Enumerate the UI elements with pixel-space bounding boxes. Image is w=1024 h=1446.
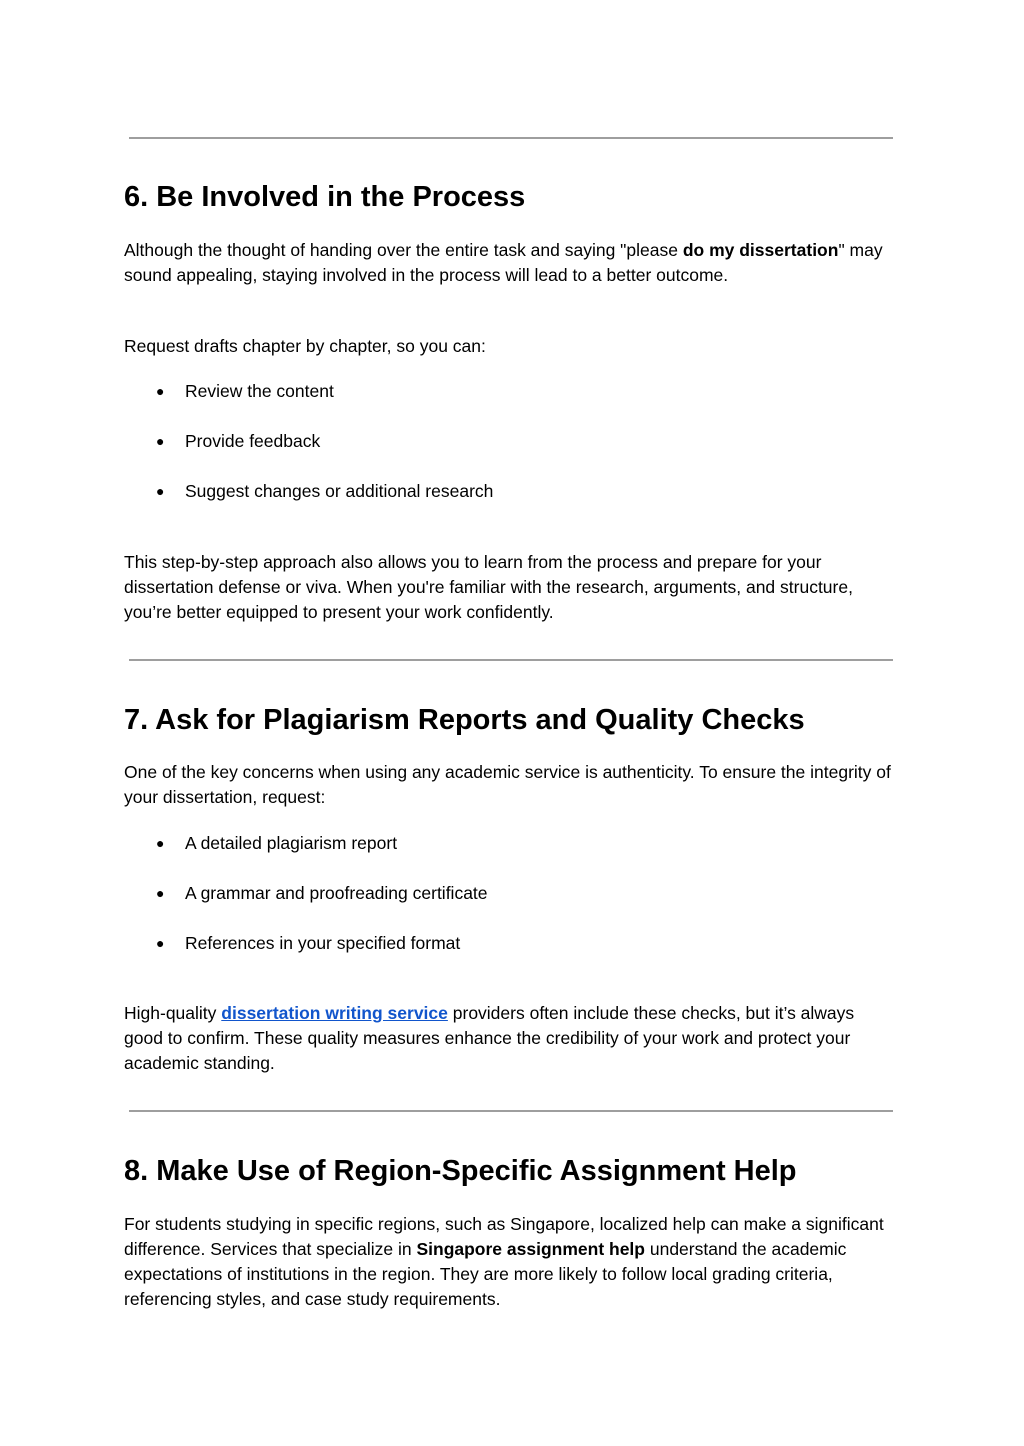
- section-6-paragraph-3: This step-by-step approach also allows you to learn from the process and prepare for your dissertation defense or viva. When you're familiar with the research, arguments, and structure, you’re better equipped to present your work confidently.: [124, 552, 853, 622]
- section-7-paragraph-2: [124, 1001, 894, 1076]
- section-6-paragraph-2: Request drafts chapter by chapter, so you can:: [124, 336, 486, 356]
- text-run: High-quality: [124, 1003, 222, 1023]
- section-7-paragraph-1: One of the key concerns when using any academic service is authenticity. To ensure the integrity of your dissertation, request:: [124, 762, 891, 807]
- horizontal-rule: [129, 137, 893, 139]
- text-run: providers often include these checks, but it’s always good to confirm. These quality measures enhance the credibility of your work and protect your academic standing.: [124, 1003, 855, 1073]
- bold-phrase: Singapore assignment help: [416, 1239, 645, 1259]
- section-8-paragraph-1: [124, 1212, 894, 1312]
- section-heading-8: 8. Make Use of Region-Specific Assignment Help: [124, 1155, 797, 1187]
- bullet-icon: ●: [156, 835, 165, 851]
- list-item-text: Provide feedback: [185, 431, 321, 451]
- text-run: Although the thought of handing over the entire task and saying "please: [124, 240, 683, 260]
- section-heading-7: 7. Ask for Plagiarism Reports and Quality Checks: [124, 704, 805, 736]
- text-run: For students studying in specific regions, such as Singapore, localized help can make a significant difference. Services that specialize in: [124, 1214, 884, 1259]
- text-run: understand the academic expectations of institutions in the region. They are more likely to follow local grading criteria, referencing styles, and case study requirements.: [124, 1239, 847, 1309]
- bullet-icon: ●: [156, 383, 165, 399]
- horizontal-rule: [129, 1110, 893, 1112]
- list-item-text: A grammar and proofreading certificate: [185, 883, 488, 903]
- bold-phrase: do my dissertation: [682, 240, 839, 260]
- list-item: [124, 429, 894, 479]
- text-run: " may sound appealing, staying involved in the process will lead to a better outcome.: [124, 240, 883, 285]
- list-item: [124, 831, 894, 881]
- bullet-icon: ●: [156, 433, 165, 449]
- list-item-text: Review the content: [185, 381, 334, 401]
- horizontal-rule: [129, 659, 893, 661]
- list-item: [124, 931, 894, 981]
- bullet-icon: ●: [156, 885, 165, 901]
- list-item-text: A detailed plagiarism report: [185, 833, 398, 853]
- list-item-text: References in your specified format: [185, 933, 461, 953]
- bullet-icon: ●: [156, 935, 165, 951]
- list-item: [124, 379, 894, 429]
- list-item: [124, 479, 894, 529]
- section-6-bullet-list: [124, 379, 894, 529]
- dissertation-writing-service-link[interactable]: dissertation writing service: [221, 1003, 448, 1023]
- section-heading-6: 6. Be Involved in the Process: [124, 181, 526, 213]
- list-item-text: Suggest changes or additional research: [185, 481, 494, 501]
- bullet-icon: ●: [156, 483, 165, 499]
- section-6-paragraph-1: [124, 238, 894, 288]
- section-7-bullet-list: [124, 831, 894, 981]
- list-item: [124, 881, 894, 931]
